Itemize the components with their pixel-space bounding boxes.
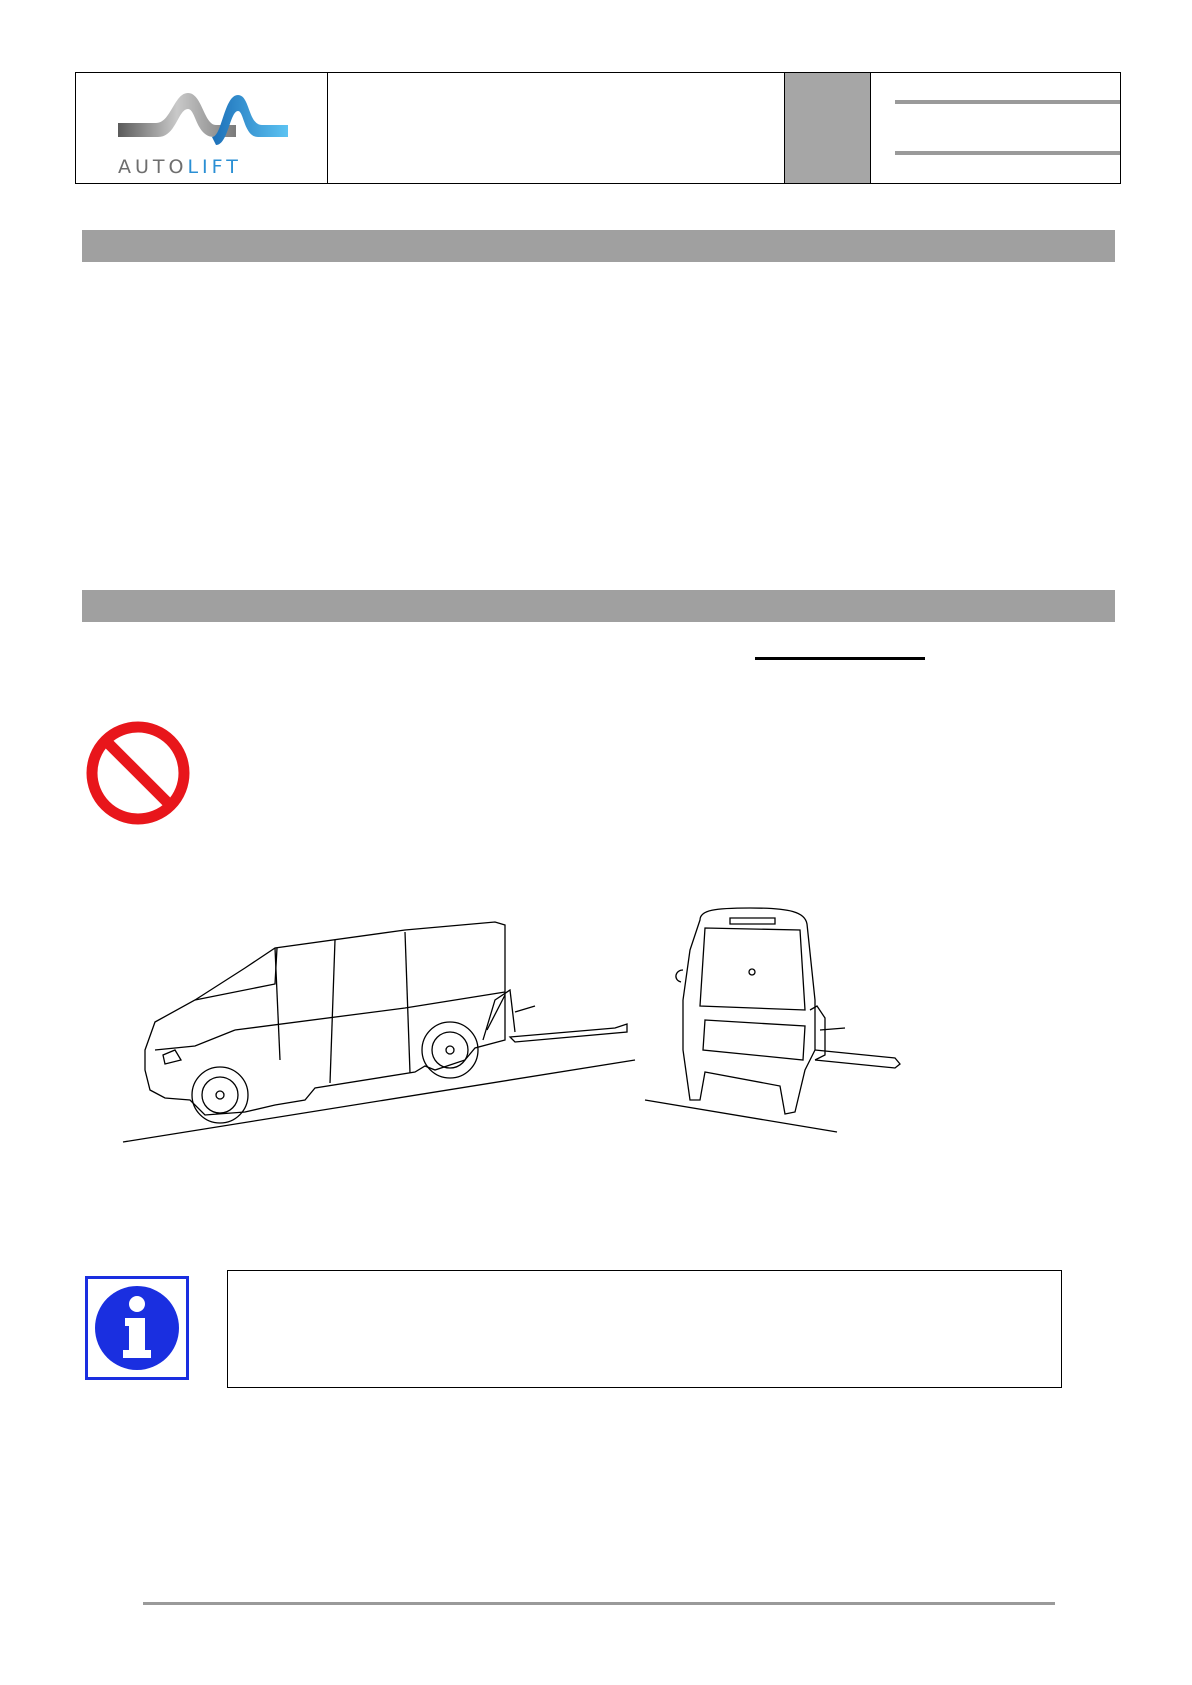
prohibition-icon [85, 720, 191, 826]
logo-word-auto: AUTO [118, 156, 188, 178]
van-side-view [145, 922, 627, 1123]
logo-word-lift: LIFT [187, 156, 242, 178]
title-cell [328, 73, 785, 183]
van-rear-view [676, 908, 900, 1114]
slope-line-rear [645, 1100, 837, 1132]
section-bar-2 [82, 590, 1115, 622]
slope-line-side [123, 1060, 635, 1142]
info-icon [85, 1276, 189, 1380]
logo-cell [76, 73, 328, 183]
logo-wordmark [118, 156, 242, 178]
footer-divider [143, 1602, 1055, 1605]
grey-cell [785, 73, 871, 183]
section-bar-1 [82, 230, 1115, 262]
info-note-box [227, 1270, 1062, 1388]
van-on-slope-illustration [115, 900, 995, 1145]
meta-line-1 [895, 100, 1120, 104]
document-header [75, 72, 1121, 184]
meta-cell [871, 73, 1120, 183]
autolift-logo-icon [116, 85, 291, 157]
meta-line-2 [895, 151, 1120, 155]
underline-mark [755, 657, 925, 660]
